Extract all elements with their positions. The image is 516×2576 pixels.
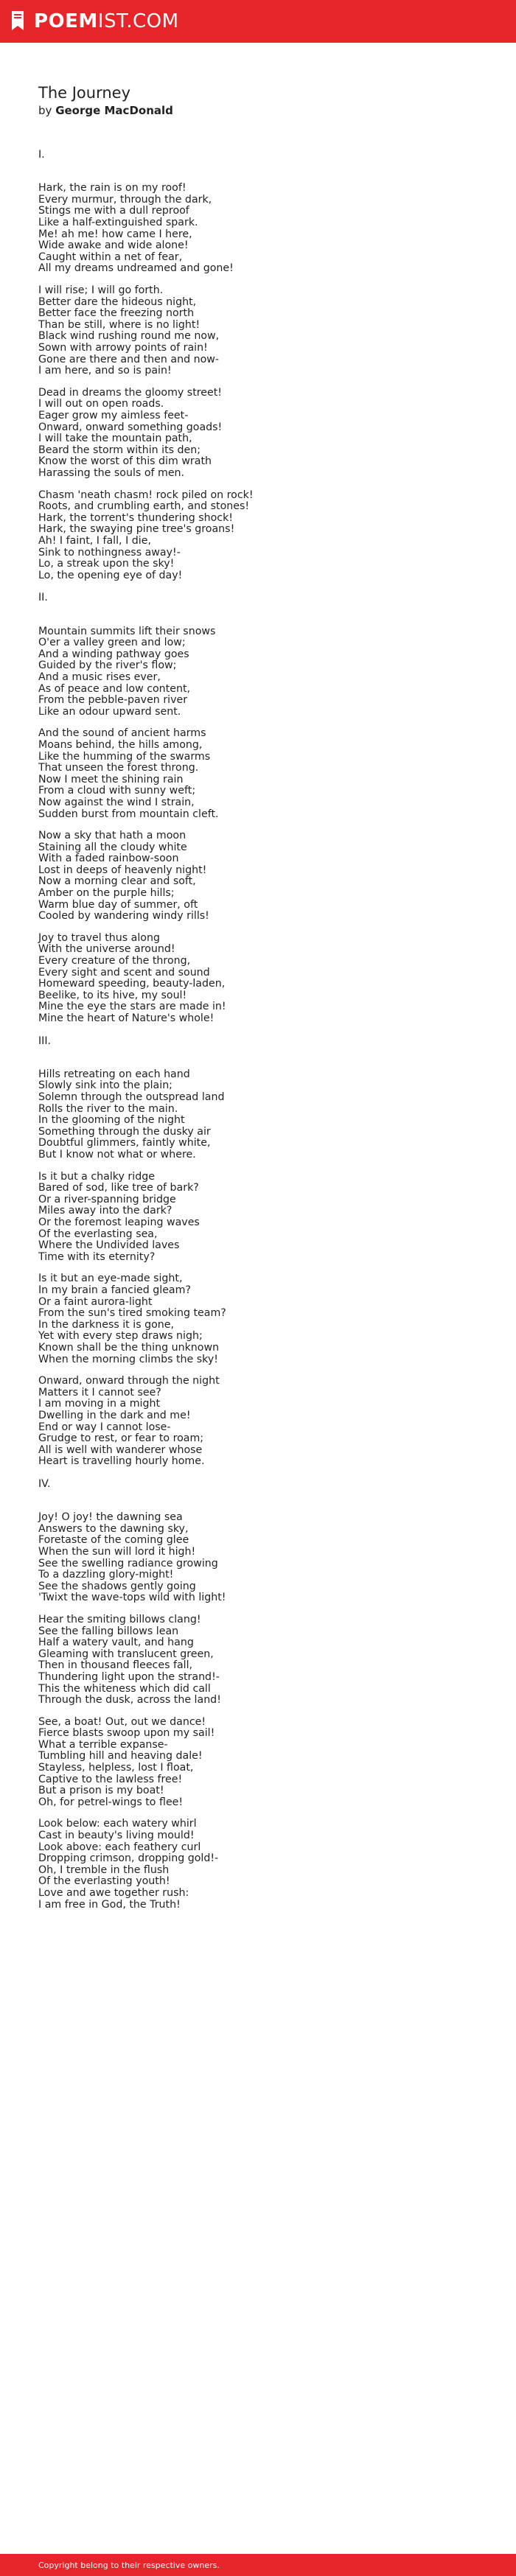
poem-line: Beelike, to its hive, my soul! [38, 989, 187, 1001]
poem-line: Something through the dusky air [38, 1125, 211, 1138]
poem-line: I will take the mountain path, [38, 433, 192, 445]
poem-line: Caught within a net of fear, [38, 251, 183, 263]
section-number: III. [38, 1035, 52, 1047]
poem-line: Solemn through the outspread land [38, 1091, 225, 1104]
poem-line: Moans behind, the hills among, [38, 738, 203, 751]
poem-line: Hear the smiting billows clang! [38, 1613, 201, 1625]
poem-line: Foretaste of the coming glee [38, 1534, 189, 1547]
poem-line: Ah! I faint, I fall, I die, [38, 534, 151, 547]
section-number: IV. [38, 1477, 51, 1490]
poem-line: O'er a valley green and low; [38, 637, 186, 649]
poem-line: To a dazzling glory-might! [38, 1569, 174, 1581]
poem-line: Heart is travelling hourly home. [38, 1455, 205, 1468]
poem-line: Gone are there and then and now- [38, 353, 219, 365]
poem-line: Black wind rushing round me now, [38, 330, 220, 343]
poem-line: Love and awe together rush: [38, 1887, 189, 1899]
site-footer [0, 2554, 516, 2576]
poem-line: And a music rises ever, [38, 671, 161, 683]
poem-line: Lo, a streak upon the sky! [38, 558, 175, 570]
poem-line: Known shall be the thing unknown [38, 1341, 220, 1354]
poem-line: Know the worst of this dim wrath [38, 455, 212, 468]
poem-line: Grudge to rest, or fear to roam; [38, 1432, 204, 1445]
poem-line: From the sun's tired smoking team? [38, 1307, 226, 1320]
poem-line: Yet with every step draws nigh; [38, 1330, 203, 1343]
poem-line: Sudden burst from mountain cleft. [38, 808, 219, 820]
poem-line: Like a half-extinguished spark. [38, 217, 198, 229]
poem-line: Hark, the torrent's thundering shock! [38, 511, 233, 524]
poem-line: Of the everlasting youth! [38, 1875, 170, 1888]
poem-line: When the sun will lord it high! [38, 1545, 196, 1558]
poem-line: Hills retreating on each hand [38, 1068, 190, 1080]
poem-line: Like the humming of the swarms [38, 750, 211, 763]
stanza [38, 490, 495, 582]
stanza [38, 285, 495, 377]
poem-line: Through the dusk, across the land! [38, 1694, 221, 1707]
section-number: II. [38, 592, 48, 604]
poem-line: Joy to travel thus along [38, 931, 160, 944]
poem-line: See the swelling radiance growing [38, 1557, 218, 1569]
poem-line: Mountain summits lift their snows [38, 625, 216, 637]
poem-line: Cooled by wandering windy rills! [38, 910, 209, 923]
poem-line: And a winding pathway goes [38, 648, 189, 660]
poem-line: Homeward speeding, beauty-laden, [38, 978, 226, 990]
poem-line: Gleaming with translucent green, [38, 1648, 214, 1660]
poem-line: Dwelling in the dark and me! [38, 1409, 191, 1421]
poem-line: Oh, for petrel-wings to flee! [38, 1796, 184, 1808]
logo-text-bold: POEM [34, 10, 98, 32]
poem-line: I will out on open roads. [38, 398, 164, 410]
poem-line: Onward, onward through the night [38, 1375, 220, 1387]
poem-line: In my brain a fancied gleam? [38, 1284, 191, 1296]
poem-line: Mine the heart of Nature's whole! [38, 1012, 215, 1024]
poem-line: Time with its eternity? [38, 1250, 156, 1263]
poem-line: Joy! O joy! the dawning sea [38, 1511, 183, 1524]
poem-line: Stings me with a dull reproof [38, 205, 189, 217]
poem-line: Now against the wind I strain, [38, 796, 195, 808]
poem-line: Roots, and crumbling earth, and stones! [38, 500, 250, 513]
poem-line: Where the Undivided laves [38, 1239, 180, 1252]
poem-line: When the morning climbs the sky! [38, 1353, 218, 1365]
poem-line: Then in thousand fleeces fall, [38, 1659, 193, 1672]
poem-line: Cast in beauty's living mould! [38, 1830, 195, 1842]
poem-line: Better dare the hideous night, [38, 295, 197, 308]
poem-line: Or a river-spanning bridge [38, 1193, 176, 1205]
poem-line: This the whiteness which did call [38, 1682, 211, 1695]
poem-line: Dropping crimson, dropping gold!- [38, 1852, 219, 1865]
poem-line: Is it but a chalky ridge [38, 1170, 155, 1183]
poem-line: Than be still, where is no light! [38, 318, 201, 331]
stanza [38, 830, 495, 923]
poem-line: Of the everlasting sea, [38, 1228, 158, 1240]
poem-line: Every creature of the throng, [38, 955, 191, 967]
poem-line: Look above: each feathery curl [38, 1841, 201, 1853]
poem-line: Thundering light upon the strand!- [38, 1670, 220, 1683]
logo-text-light: IST.COM [97, 10, 179, 32]
poem-line: Me! ah me! how came I here, [38, 228, 192, 240]
stanza [38, 933, 495, 1025]
poem-line: Rolls the river to the main. [38, 1102, 178, 1115]
stanza [38, 183, 495, 275]
poem-line: Wide awake and wide alone! [38, 239, 189, 252]
author-name[interactable]: George MacDonald [55, 104, 173, 117]
stanza [38, 1819, 495, 1911]
poem-line: Slowly sink into the plain; [38, 1079, 172, 1092]
stanza [38, 1376, 495, 1468]
stanza [38, 1717, 495, 1809]
poem-line: But I know not what or where. [38, 1149, 196, 1161]
site-header [0, 0, 516, 43]
stanza [38, 1172, 495, 1264]
poem-line: Lo, the opening eye of day! [38, 569, 183, 581]
poem-line: As of peace and low content, [38, 682, 191, 695]
by-label: by [38, 104, 52, 117]
poem-line: In the glooming of the night [38, 1114, 185, 1127]
poem-line: What a terrible expanse- [38, 1738, 168, 1751]
poem-line: I am here, and so is pain! [38, 365, 172, 377]
poem-line: Better face the freezing north [38, 307, 195, 320]
poem-line: Lost in deeps of heavenly night! [38, 864, 207, 876]
poem-line: All my dreams undreamed and gone! [38, 262, 234, 275]
poem-line: Bared of sod, like tree of bark? [38, 1182, 199, 1194]
poem-line: See the shadows gently going [38, 1580, 196, 1592]
poem-line: See, a boat! Out, out we dance! [38, 1715, 206, 1728]
poem-line: 'Twixt the wave-tops wild with light! [38, 1592, 226, 1604]
poem-line: Harassing the souls of men. [38, 466, 185, 479]
stanza [38, 1512, 495, 1604]
poem-line: Is it but an eye-made sight, [38, 1273, 183, 1285]
poem-line: Sown with arrowy points of rain! [38, 342, 208, 354]
poem-line: Stayless, helpless, lost I float, [38, 1762, 194, 1774]
book-logo-icon [9, 10, 28, 33]
site-logo-text [34, 12, 179, 31]
poem-line: Mine the eye the stars are made in! [38, 1001, 226, 1013]
poem-line: Fierce blasts swoop upon my sail! [38, 1727, 215, 1740]
poem-line: Captive to the lawless free! [38, 1773, 183, 1785]
poem-line: End or way I cannot lose- [38, 1421, 171, 1433]
poem-line: I am free in God, the Truth! [38, 1898, 181, 1911]
copyright-text: Copyright belong to their respective owners. [38, 2560, 220, 2570]
poem-line: Guided by the river's flow; [38, 659, 177, 672]
poem-line: And the sound of ancient harms [38, 727, 206, 740]
poem-line: Every murmur, through the dark, [38, 193, 212, 206]
poem-line: I will rise; I will go forth. [38, 284, 164, 297]
poem-line: With a faded rainbow-soon [38, 853, 179, 865]
poem-title: The Journey [38, 84, 131, 102]
poem-body [38, 149, 495, 1911]
stanza [38, 388, 495, 480]
poem-line: Staining all the cloudy white [38, 841, 187, 853]
stanza [38, 626, 495, 718]
poem-line: With the universe around! [38, 943, 175, 956]
poem-line: In the darkness it is gone, [38, 1318, 175, 1331]
poem-line: Now I meet the shining rain [38, 773, 184, 785]
poem-line: See the falling billows lean [38, 1625, 179, 1637]
poem-line: Doubtful glimmers, faintly white, [38, 1137, 211, 1149]
poem-line: Answers to the dawning sky, [38, 1522, 189, 1535]
poem-line: Beard the storm within its den; [38, 444, 201, 456]
poem-line: Warm blue day of summer, oft [38, 898, 198, 911]
poem-line: Oh, I tremble in the flush [38, 1863, 170, 1876]
poem-line: Hark, the swaying pine tree's groans! [38, 523, 235, 536]
poem-line: Or the foremost leaping waves [38, 1217, 200, 1229]
section-number: I. [38, 149, 45, 161]
poem-line: Onward, onward something goads! [38, 421, 223, 433]
poem-line: Like an odour upward sent. [38, 705, 181, 718]
poem-line: But a prison is my boat! [38, 1785, 164, 1797]
poem-line: Amber on the purple hills; [38, 887, 175, 900]
poem-line: From the pebble-paven river [38, 694, 188, 707]
site-logo[interactable] [9, 10, 179, 33]
poem-line: Or a faint aurora-light [38, 1295, 153, 1308]
poem-line: Sink to nothingness away!- [38, 546, 181, 559]
poem-line: Half a watery vault, and hang [38, 1637, 194, 1649]
poem-line: From a cloud with sunny weft; [38, 785, 196, 797]
poem-content [38, 83, 495, 1921]
poem-line: Eager grow my aimless feet- [38, 409, 189, 421]
poem-line: Tumbling hill and heaving dale! [38, 1750, 203, 1763]
poem-line: Chasm 'neath chasm! rock piled on rock! [38, 489, 254, 501]
poem-line: All is well with wanderer whose [38, 1443, 203, 1456]
poem-line: Every sight and scent and sound [38, 966, 210, 979]
stanza [38, 728, 495, 820]
poem-line: Now a morning clear and soft, [38, 875, 196, 888]
poem-line: I am moving in a might [38, 1398, 161, 1410]
poem-line: Hark, the rain is on my roof! [38, 182, 186, 195]
stanza [38, 1069, 495, 1161]
poem-line: Matters it I cannot see? [38, 1386, 161, 1399]
poem-byline [38, 103, 495, 118]
poem-line: Miles away into the dark? [38, 1205, 172, 1217]
stanza [38, 1273, 495, 1365]
poem-line: Now a sky that hath a moon [38, 830, 186, 842]
poem-line: That unseen the forest throng. [38, 762, 199, 774]
poem-line: Dead in dreams the gloomy street! [38, 386, 222, 399]
poem-line: Look below: each watery whirl [38, 1818, 197, 1830]
stanza [38, 1614, 495, 1707]
